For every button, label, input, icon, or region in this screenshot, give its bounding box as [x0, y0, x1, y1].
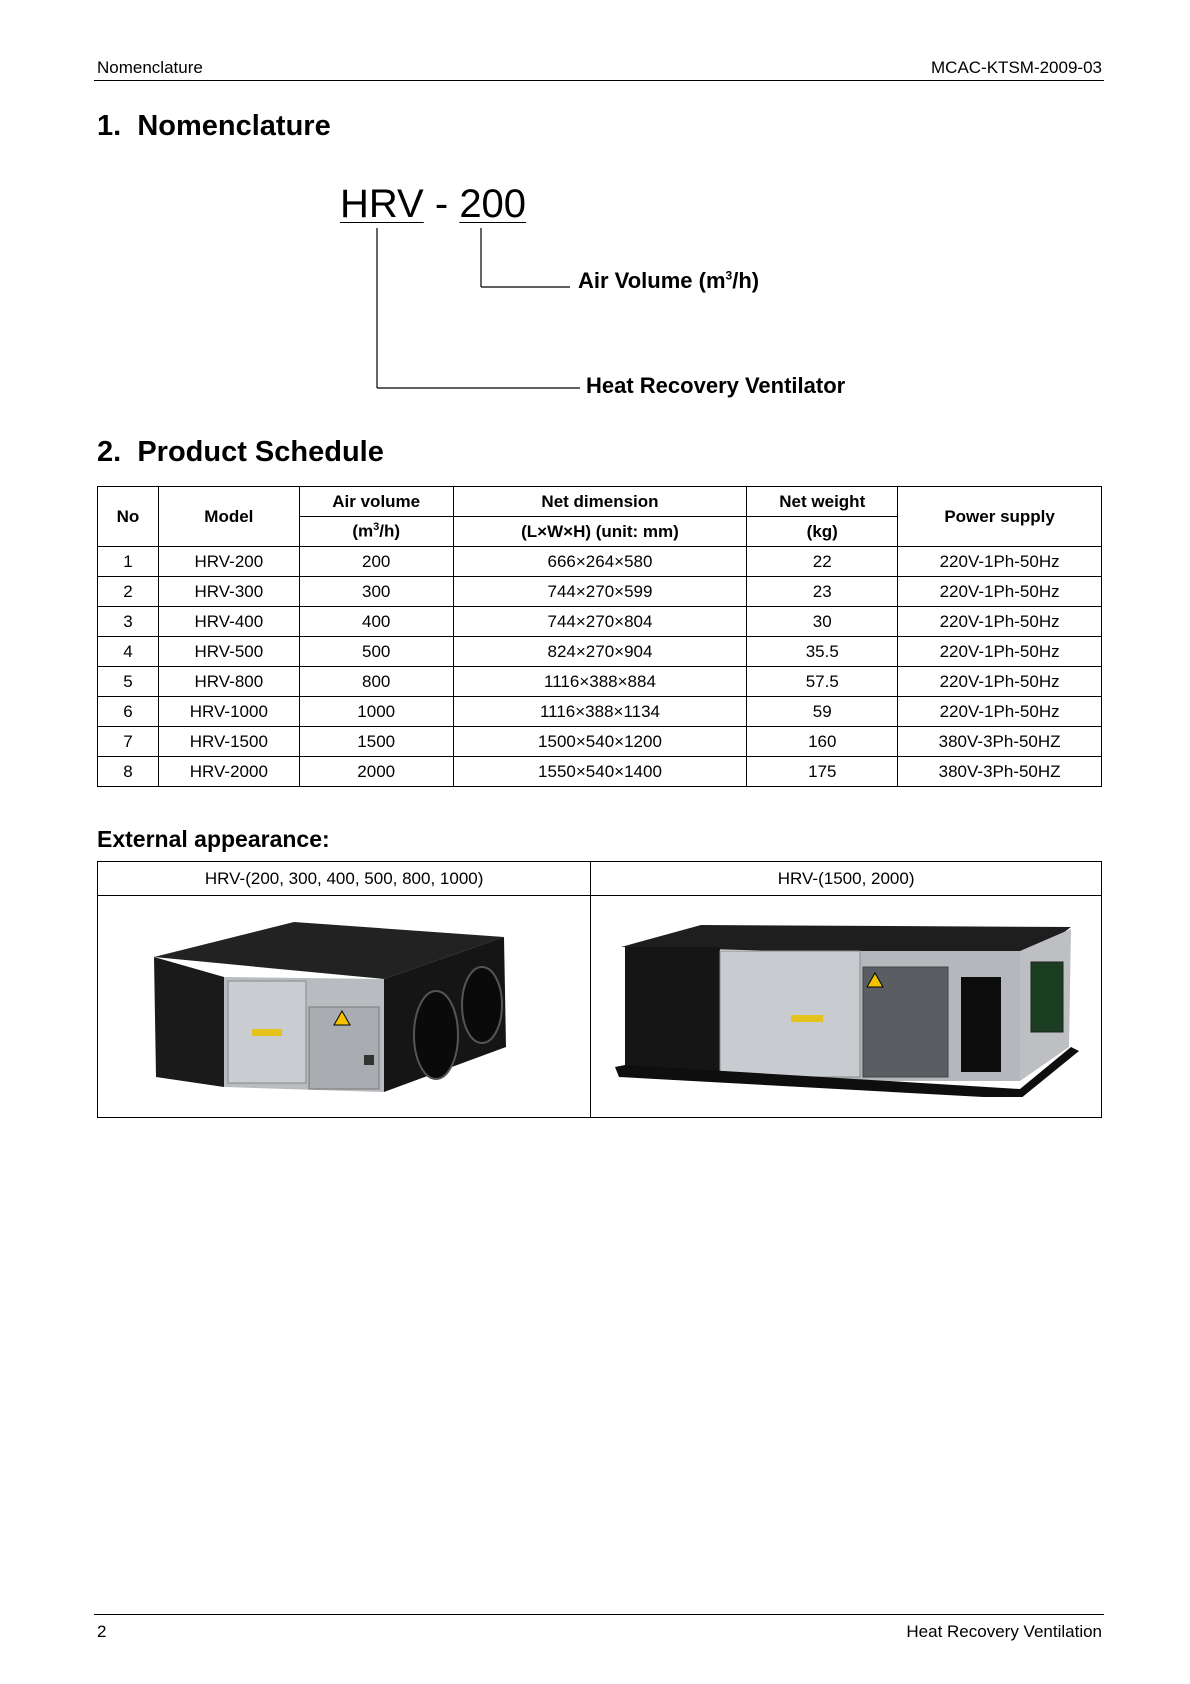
col-header-net-dimension: Net dimension: [453, 487, 747, 517]
col-unit-air-volume: [299, 517, 453, 547]
cell-power: 380V-3Ph-50HZ: [898, 727, 1102, 757]
cell-dimension: 1116×388×1134: [453, 697, 747, 727]
cell-no: 1: [98, 547, 159, 577]
cell-air-volume: 2000: [299, 757, 453, 787]
air-volume-label-text: Air Volume (m: [578, 268, 726, 293]
cell-power: 220V-1Ph-50Hz: [898, 577, 1102, 607]
footer-right: Heat Recovery Ventilation: [906, 1622, 1102, 1641]
cell-no: 4: [98, 637, 159, 667]
cell-power: 220V-1Ph-50Hz: [898, 607, 1102, 637]
table-header-row: [98, 487, 1102, 517]
cell-model: HRV-300: [158, 577, 299, 607]
appearance-image-cell-right: [591, 896, 1102, 1118]
nomenclature-connector-lines: [370, 228, 590, 393]
air-volume-label: [578, 268, 759, 294]
cell-air-volume: 500: [299, 637, 453, 667]
section-title-nomenclature: [97, 110, 331, 143]
appearance-image-cell-left: [98, 896, 591, 1118]
section-text: Product Schedule: [137, 436, 384, 468]
table-row: [98, 637, 1102, 667]
cell-no: 2: [98, 577, 159, 607]
cell-dimension: 1500×540×1200: [453, 727, 747, 757]
col-header-model: Model: [158, 487, 299, 547]
cell-air-volume: 300: [299, 577, 453, 607]
cell-weight: 175: [747, 757, 898, 787]
cell-air-volume: 1000: [299, 697, 453, 727]
unit-text-end: /h): [379, 521, 401, 541]
cell-weight: 160: [747, 727, 898, 757]
header-rule: [94, 80, 1104, 81]
unit-text: (m: [352, 521, 374, 541]
cell-air-volume: 400: [299, 607, 453, 637]
air-volume-label-end: /h): [732, 268, 760, 293]
cell-model: HRV-500: [158, 637, 299, 667]
appearance-caption-left: HRV-(200, 300, 400, 500, 800, 1000): [98, 862, 591, 896]
col-unit-net-dimension: (L×W×H) (unit: mm): [453, 517, 747, 547]
section-title-schedule: [97, 436, 384, 469]
cell-dimension: 666×264×580: [453, 547, 747, 577]
cell-model: HRV-1500: [158, 727, 299, 757]
cell-dimension: 744×270×804: [453, 607, 747, 637]
appearance-table: [97, 861, 1102, 1118]
cell-model: HRV-2000: [158, 757, 299, 787]
appearance-caption-right: HRV-(1500, 2000): [591, 862, 1102, 896]
col-header-net-weight: Net weight: [747, 487, 898, 517]
model-prefix: HRV: [340, 182, 424, 226]
cell-dimension: 1550×540×1400: [453, 757, 747, 787]
table-row: [98, 547, 1102, 577]
col-unit-net-weight: (kg): [747, 517, 898, 547]
cell-no: 7: [98, 727, 159, 757]
table-row: [98, 667, 1102, 697]
appearance-caption-row: [98, 862, 1102, 896]
section-text: Nomenclature: [137, 110, 331, 142]
cell-air-volume: 800: [299, 667, 453, 697]
cell-no: 8: [98, 757, 159, 787]
cell-weight: 22: [747, 547, 898, 577]
table-row: [98, 727, 1102, 757]
cell-no: 3: [98, 607, 159, 637]
header-left: Nomenclature: [97, 58, 203, 77]
footer-page-number: 2: [97, 1622, 107, 1641]
cell-model: HRV-400: [158, 607, 299, 637]
section-number: 1.: [97, 110, 122, 142]
air-volume-sup: 3: [725, 268, 733, 283]
table-row: [98, 697, 1102, 727]
hrv-small-unit-image: [144, 917, 544, 1097]
appearance-title: External appearance:: [97, 826, 330, 852]
cell-weight: 35.5: [747, 637, 898, 667]
table-row: [98, 757, 1102, 787]
cell-dimension: 1116×388×884: [453, 667, 747, 697]
cell-dimension: 824×270×904: [453, 637, 747, 667]
col-header-no: No: [98, 487, 159, 547]
model-number: 200: [459, 182, 527, 226]
cell-power: 380V-3Ph-50HZ: [898, 757, 1102, 787]
cell-model: HRV-1000: [158, 697, 299, 727]
cell-power: 220V-1Ph-50Hz: [898, 547, 1102, 577]
cell-power: 220V-1Ph-50Hz: [898, 637, 1102, 667]
appearance-image-row: [98, 896, 1102, 1118]
model-code: [340, 182, 526, 227]
cell-weight: 59: [747, 697, 898, 727]
col-header-power-supply: Power supply: [898, 487, 1102, 547]
col-header-air-volume: Air volume: [299, 487, 453, 517]
footer-rule: [94, 1614, 1104, 1615]
table-row: [98, 577, 1102, 607]
cell-power: 220V-1Ph-50Hz: [898, 667, 1102, 697]
section-number: 2.: [97, 436, 122, 468]
cell-air-volume: 1500: [299, 727, 453, 757]
header-right: MCAC-KTSM-2009-03: [931, 58, 1102, 77]
cell-model: HRV-800: [158, 667, 299, 697]
cell-air-volume: 200: [299, 547, 453, 577]
cell-model: HRV-200: [158, 547, 299, 577]
cell-dimension: 744×270×599: [453, 577, 747, 607]
unit-sup: 3: [373, 521, 380, 534]
cell-power: 220V-1Ph-50Hz: [898, 697, 1102, 727]
model-dash: -: [434, 182, 449, 226]
hrv-large-unit-image: [611, 917, 1081, 1097]
cell-weight: 23: [747, 577, 898, 607]
cell-no: 5: [98, 667, 159, 697]
cell-no: 6: [98, 697, 159, 727]
product-schedule-table: [97, 486, 1102, 787]
cell-weight: 57.5: [747, 667, 898, 697]
table-row: [98, 607, 1102, 637]
hrv-label: Heat Recovery Ventilator: [586, 373, 846, 398]
cell-weight: 30: [747, 607, 898, 637]
